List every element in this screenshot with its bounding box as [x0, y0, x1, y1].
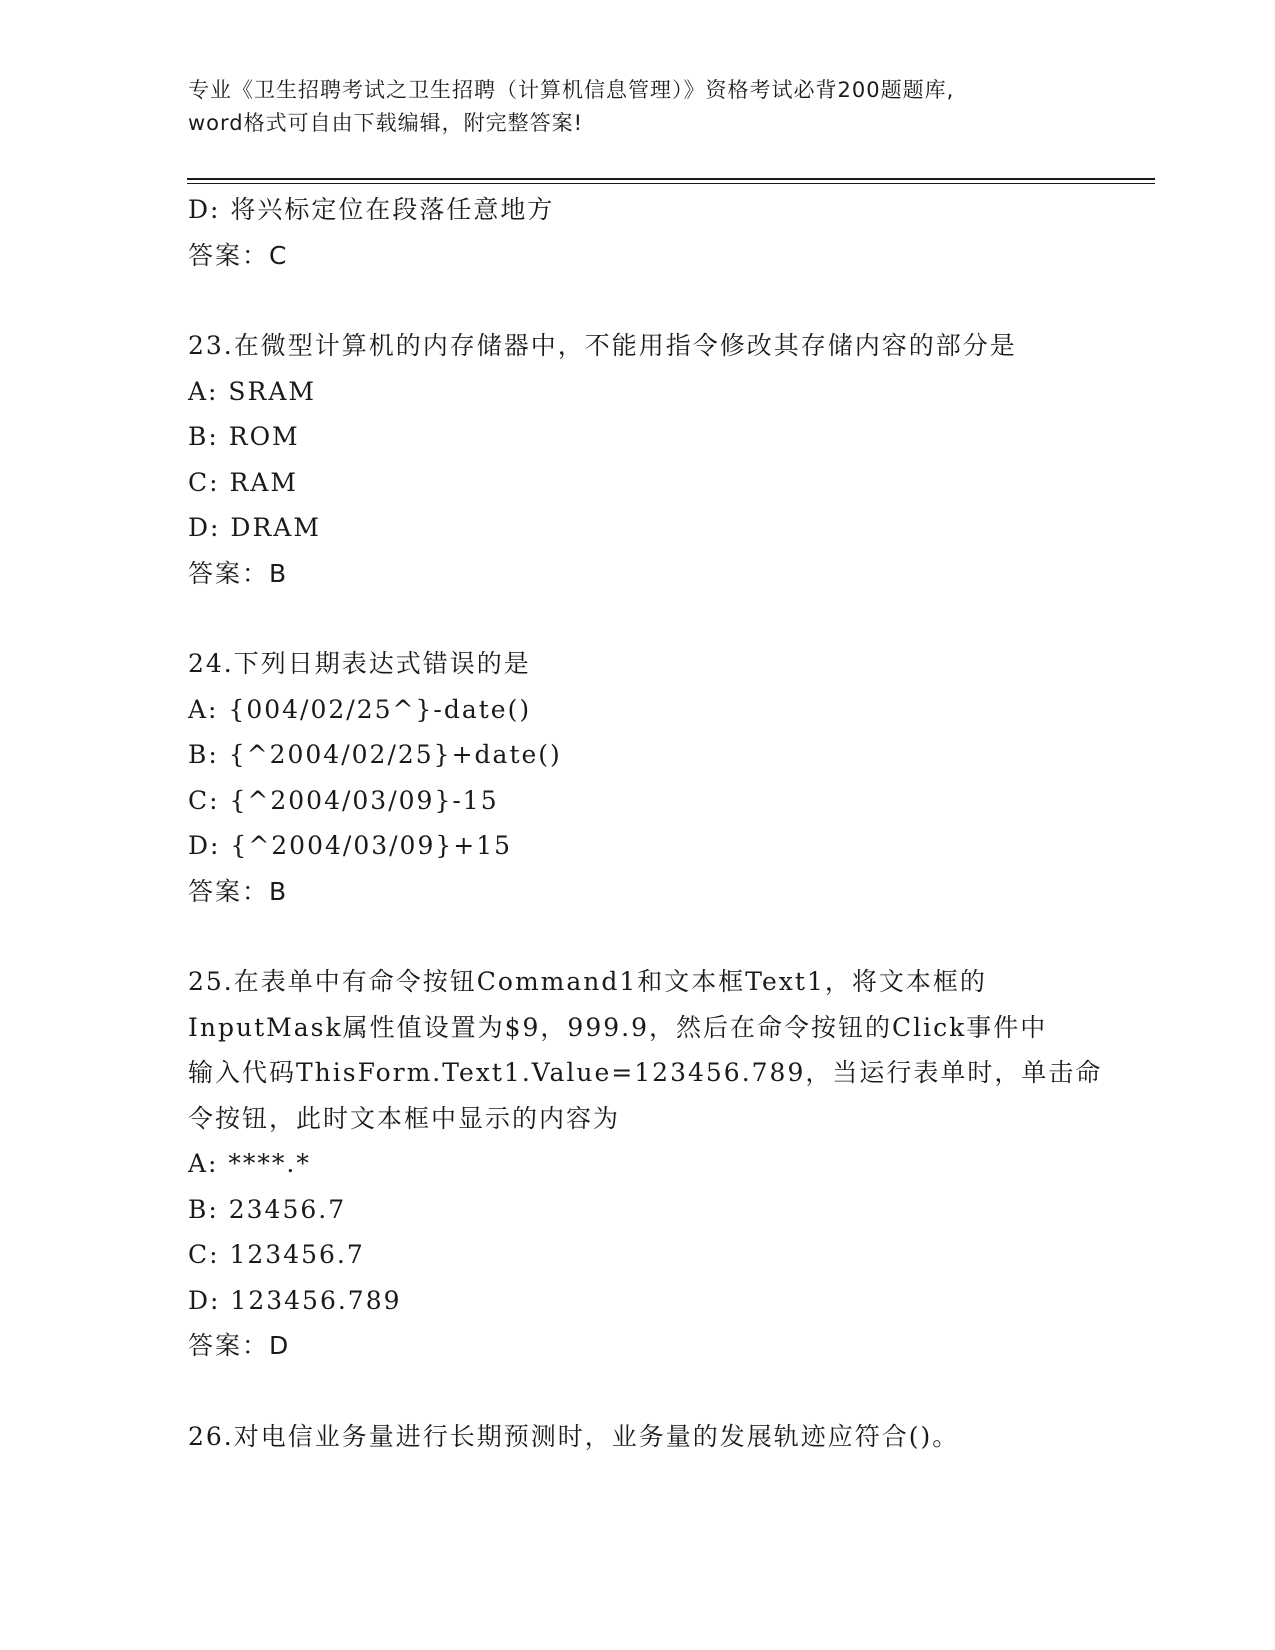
header-line-1: 专业《卫生招聘考试之卫生招聘（计算机信息管理）》资格考试必背200题题库,	[188, 78, 955, 102]
question-text-line-1: 25.在表单中有命令按钮Command1和文本框Text1，将文本框的	[188, 967, 987, 996]
header-rule-thin	[187, 183, 1155, 184]
option-b: B: ROM	[188, 422, 300, 451]
question-25	[188, 959, 1103, 1369]
page-header	[188, 74, 1088, 140]
option-c: C: 123456.7	[188, 1240, 365, 1269]
question-text: 24.下列日期表达式错误的是	[188, 649, 531, 678]
spacer	[188, 278, 1088, 323]
question-text: 26.对电信业务量进行长期预测时，业务量的发展轨迹应符合()。	[188, 1421, 960, 1451]
question-text-line-2: InputMask属性值设置为$9，999.9，然后在命令按钮的Click事件中	[188, 1012, 1048, 1042]
answer: 答案：B	[188, 876, 289, 906]
option-d: D: DRAM	[188, 513, 321, 542]
question-24	[188, 641, 1088, 914]
prev-option-d: D: 将兴标定位在段落任意地方	[188, 195, 555, 224]
question-text: 23.在微型计算机的内存储器中，不能用指令修改其存储内容的部分是	[188, 331, 1017, 360]
answer: 答案：D	[188, 1331, 291, 1360]
option-c: C: RAM	[188, 467, 298, 497]
question-26	[188, 1414, 1088, 1460]
answer: 答案：B	[188, 558, 289, 588]
option-a: A: SRAM	[188, 376, 317, 406]
header-rule-thick	[187, 178, 1155, 180]
question-text-line-3: 输入代码ThisForm.Text1.Value=123456.789，当运行表单时，单击命	[188, 1058, 1103, 1087]
option-c: C: {^2004/03/09}-15	[188, 785, 499, 815]
question-23	[188, 323, 1088, 596]
spacer	[188, 914, 1088, 959]
option-a: A: {004/02/25^}-date()	[188, 694, 532, 724]
option-a: A: ****.*	[188, 1149, 311, 1178]
option-d: D: 123456.789	[188, 1285, 402, 1315]
document-body	[188, 187, 1103, 1459]
option-b: B: {^2004/02/25}+date()	[188, 740, 562, 769]
spacer	[188, 596, 1088, 641]
option-d: D: {^2004/03/09}+15	[188, 831, 513, 860]
header-line-2: word格式可自由下载编辑，附完整答案!	[188, 111, 584, 135]
spacer	[188, 1369, 1088, 1414]
question-text-line-4: 令按钮，此时文本框中显示的内容为	[188, 1103, 621, 1133]
prev-answer: 答案：C	[188, 240, 289, 270]
option-b: B: 23456.7	[188, 1194, 347, 1224]
